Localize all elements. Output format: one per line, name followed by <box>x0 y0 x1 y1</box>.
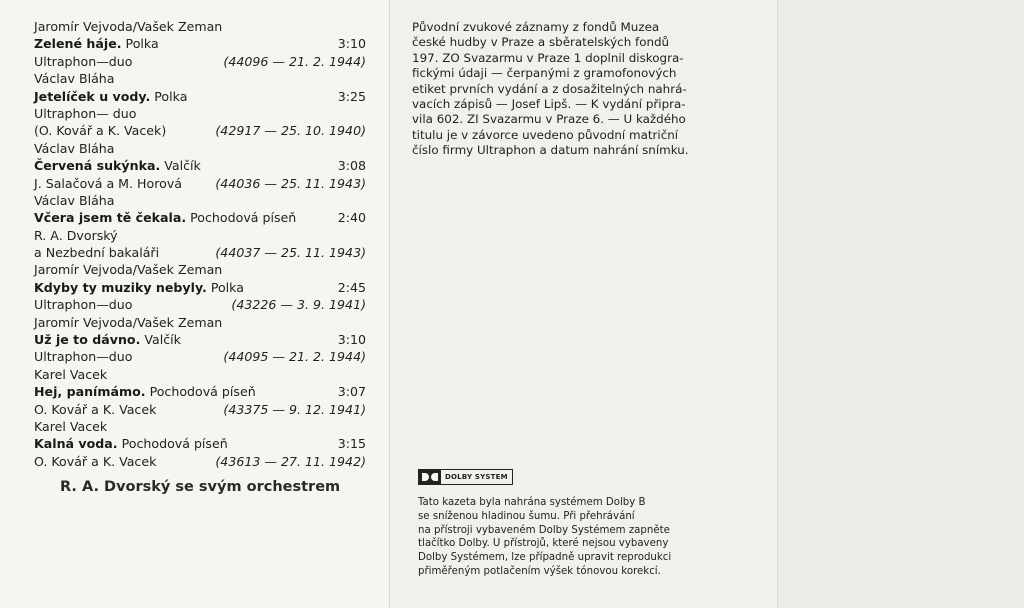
track-duration: 3:10 <box>337 332 366 348</box>
track-title-line <box>34 157 366 174</box>
track-title-line <box>34 331 366 348</box>
track-performer: O. Kovář a K. Vacek <box>34 453 157 469</box>
dolby-logo-text: DOLBY SYSTEM <box>445 473 508 481</box>
track-matrix: (43375 — 9. 12. 1941) <box>223 401 366 417</box>
track-duration: 3:25 <box>337 88 366 104</box>
info-line: 197. ZO Svazarmu v Praze 1 doplnil diskogra- <box>412 50 684 65</box>
track-title: Červená sukýnka. <box>34 158 161 174</box>
track-duration: 2:40 <box>337 210 366 226</box>
track-performer: Ultraphon—duo <box>34 349 133 365</box>
track-duration: 3:08 <box>337 158 366 174</box>
track-genre: Polka <box>210 279 244 295</box>
track-performer-line <box>34 122 366 139</box>
info-line: vila 602. ZI Svazarmu v Praze 6. — U každého <box>412 112 686 127</box>
info-line: české hudby v Praze a sběratelských fondů <box>412 35 670 50</box>
track-duration: 3:10 <box>337 36 366 52</box>
track-matrix: (42917 — 25. 10. 1940) <box>215 123 366 139</box>
track-performer-line <box>34 244 366 261</box>
track-title: Kalná voda. <box>34 436 118 452</box>
track-performer: a Nezbední bakaláři <box>34 245 160 261</box>
track-title: Včera jsem tě čekala. <box>34 210 187 226</box>
track-performer-line <box>34 401 366 418</box>
dolby-double-d-icon <box>419 470 441 484</box>
track-composer: Václav Bláha <box>34 71 115 87</box>
track-performer-detail: (O. Kovář a K. Vacek) <box>34 123 167 139</box>
track-performer: Ultraphon— duo <box>34 105 137 121</box>
track-duration: 2:45 <box>337 279 366 295</box>
track-genre: Pochodová píseň <box>190 210 297 226</box>
track-composer-secondary: R. A. Dvorský <box>34 227 118 243</box>
track-composer: Karel Vacek <box>34 366 108 382</box>
track-composer: Jaromír Vejvoda/Vašek Zeman <box>34 314 223 330</box>
track-genre: Polka <box>154 88 188 104</box>
dolby-note <box>418 496 738 579</box>
info-line: titulu je v závorce uvedeno původní matriční <box>412 127 679 142</box>
track-duration: 3:07 <box>337 384 366 400</box>
track-list <box>34 18 366 470</box>
track-genre: Pochodová píseň <box>121 436 228 452</box>
track-performer-line <box>34 348 366 365</box>
track-composer: Karel Vacek <box>34 418 108 434</box>
track-title: Kdyby ty muziky nebyly. <box>34 279 207 295</box>
track-composer: Jaromír Vejvoda/Vašek Zeman <box>34 19 223 34</box>
track-composer: Václav Bláha <box>34 192 115 208</box>
info-line: etiket prvních vydání a z dosažitelných nahrá- <box>412 81 687 96</box>
info-line: číslo firmy Ultraphon a datum nahrání snímku. <box>412 143 689 158</box>
track-matrix: (44096 — 21. 2. 1944) <box>223 53 366 69</box>
track-matrix: (44037 — 25. 11. 1943) <box>215 245 366 261</box>
dolby-note-line: Tato kazeta byla nahrána systémem Dolby B <box>418 497 646 508</box>
track-title-line <box>34 35 366 52</box>
track-title: Zelené háje. <box>34 36 122 52</box>
track-performer-line <box>34 453 366 470</box>
track-performer: Ultraphon—duo <box>34 297 133 313</box>
info-line: vacích zápisů — Josef Lipš. — K vydání připra- <box>412 97 686 112</box>
track-matrix: (43613 — 27. 11. 1942) <box>215 453 366 469</box>
track-composer: Jaromír Vejvoda/Vašek Zeman <box>34 262 223 278</box>
right-panel <box>778 0 1024 608</box>
track-title: Jetelíček u vody. <box>34 88 151 104</box>
dolby-note-line: přiměřeným potlačením výšek tónovou korekcí. <box>418 565 661 577</box>
track-matrix: (44095 — 21. 2. 1944) <box>223 349 366 365</box>
track-composer: Václav Bláha <box>34 140 115 156</box>
track-title-line <box>34 383 366 400</box>
track-genre: Pochodová píseň <box>149 384 256 400</box>
track-matrix: (43226 — 3. 9. 1941) <box>231 297 366 313</box>
track-performer: Ultraphon—duo <box>34 53 133 69</box>
dolby-note-line: Dolby Systémem, lze případně upravit reprodukci <box>418 552 672 564</box>
track-title: Už je to dávno. <box>34 332 141 348</box>
track-title-line <box>34 435 366 452</box>
info-paragraph <box>412 20 746 159</box>
track-genre: Polka <box>125 36 159 52</box>
track-performer-line <box>34 296 366 313</box>
track-performer-line <box>34 53 366 70</box>
track-performer-line <box>34 105 366 122</box>
dolby-logo <box>418 469 513 485</box>
dolby-note-line: se sníženou hladinou šumu. Při přehrávání <box>418 510 635 522</box>
track-genre: Valčík <box>164 158 201 174</box>
dolby-note-line: tlačítko Dolby. U přístrojů, které nejsou vybaveny <box>418 538 669 550</box>
track-title-line <box>34 209 366 226</box>
track-duration: 3:15 <box>337 436 366 452</box>
info-line: Původní zvukové záznamy z fondů Muzea <box>412 20 660 34</box>
dolby-note-line: na přístroji vybaveném Dolby Systémem zapněte <box>418 524 670 536</box>
track-title-line <box>34 88 366 105</box>
track-performer: J. Salačová a M. Horová <box>34 175 182 191</box>
track-title: Hej, panímámo. <box>34 384 146 400</box>
track-genre: Valčík <box>144 332 181 348</box>
track-matrix: (44036 — 25. 11. 1943) <box>215 175 366 191</box>
track-performer-line <box>34 175 366 192</box>
track-title-line <box>34 279 366 296</box>
info-line: fickými údaji — čerpanými z gramofonových <box>412 66 677 81</box>
orchestra-heading: R. A. Dvorský se svým orchestrem <box>60 479 341 495</box>
track-performer: O. Kovář a K. Vacek <box>34 401 157 417</box>
